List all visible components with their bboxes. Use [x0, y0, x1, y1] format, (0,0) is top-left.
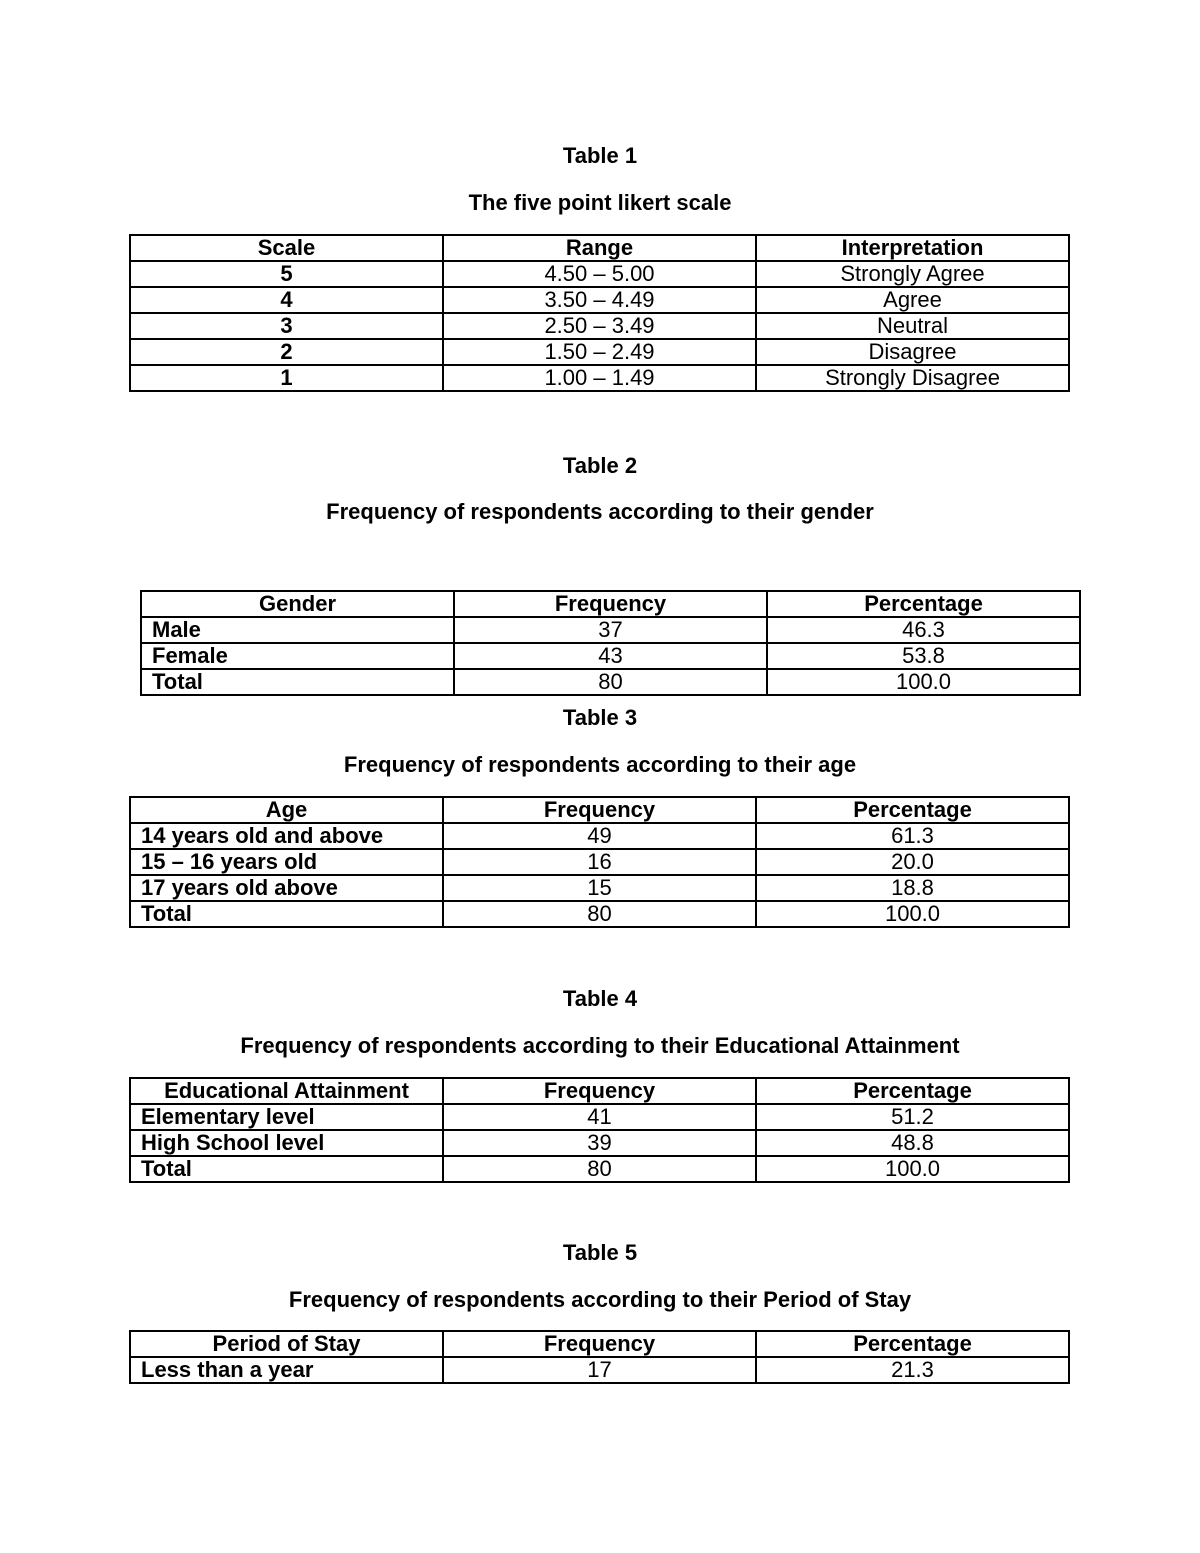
- table-row: [130, 313, 1069, 339]
- table5-label: Table 5: [562, 1240, 638, 1265]
- table-row: [130, 1156, 1069, 1182]
- table-header-row: [130, 235, 1069, 261]
- table4-label: Table 4: [562, 986, 638, 1011]
- table1-likert-scale: [129, 234, 1070, 392]
- table-header-row: [130, 797, 1069, 823]
- table-cell: 2.50 – 3.49: [443, 313, 756, 339]
- table-header-row: [130, 1331, 1069, 1357]
- table-cell: 14 years old and above: [130, 823, 443, 849]
- table-row: [130, 365, 1069, 391]
- table-row: [130, 1104, 1069, 1130]
- table3-label: Table 3: [562, 705, 638, 730]
- header-cell: Age: [130, 797, 443, 823]
- table-cell: Total: [130, 901, 443, 927]
- table-row: [141, 669, 1080, 695]
- table-cell: 1.00 – 1.49: [443, 365, 756, 391]
- header-cell: Scale: [130, 235, 443, 261]
- table-cell: 4.50 – 5.00: [443, 261, 756, 287]
- table-cell: 37: [454, 617, 767, 643]
- table-cell: 5: [130, 261, 443, 287]
- table-cell: Strongly Agree: [756, 261, 1069, 287]
- table4-title: Frequency of respondents according to their Educational Attainment: [240, 1033, 960, 1058]
- table-cell: 100.0: [756, 901, 1069, 927]
- header-cell: Educational Attainment: [130, 1078, 443, 1104]
- table1-title: The five point likert scale: [468, 190, 732, 215]
- table-row: [130, 823, 1069, 849]
- table3-age: [129, 796, 1070, 928]
- table2-gender: [140, 590, 1081, 696]
- table-cell: 15 – 16 years old: [130, 849, 443, 875]
- header-cell: Interpretation: [756, 235, 1069, 261]
- table-cell: 41: [443, 1104, 756, 1130]
- table-cell: 2: [130, 339, 443, 365]
- table-cell: 100.0: [756, 1156, 1069, 1182]
- table-row: [141, 617, 1080, 643]
- table2-title: Frequency of respondents according to their gender: [326, 499, 874, 524]
- table-cell: 1: [130, 365, 443, 391]
- table-cell: 80: [443, 1156, 756, 1182]
- table-cell: 43: [454, 643, 767, 669]
- header-cell: Frequency: [443, 1078, 756, 1104]
- table-cell: 61.3: [756, 823, 1069, 849]
- header-cell: Frequency: [443, 797, 756, 823]
- table5-period-of-stay: [129, 1330, 1070, 1384]
- table-cell: 51.2: [756, 1104, 1069, 1130]
- table-cell: 3: [130, 313, 443, 339]
- table-row: [130, 287, 1069, 313]
- table-cell: 80: [454, 669, 767, 695]
- table3-title: Frequency of respondents according to their age: [343, 752, 857, 777]
- table-header-row: [141, 591, 1080, 617]
- table-cell: 49: [443, 823, 756, 849]
- header-cell: Percentage: [756, 797, 1069, 823]
- header-cell: Period of Stay: [130, 1331, 443, 1357]
- header-cell: Percentage: [756, 1331, 1069, 1357]
- table-cell: Male: [141, 617, 454, 643]
- table-cell: 17 years old above: [130, 875, 443, 901]
- header-cell: Frequency: [443, 1331, 756, 1357]
- table-cell: 15: [443, 875, 756, 901]
- header-cell: Percentage: [756, 1078, 1069, 1104]
- table-cell: Total: [141, 669, 454, 695]
- table-cell: 18.8: [756, 875, 1069, 901]
- header-cell: Gender: [141, 591, 454, 617]
- table-cell: 100.0: [767, 669, 1080, 695]
- header-cell: Range: [443, 235, 756, 261]
- table-cell: Elementary level: [130, 1104, 443, 1130]
- table-cell: Strongly Disagree: [756, 365, 1069, 391]
- table-cell: Female: [141, 643, 454, 669]
- table-cell: Disagree: [756, 339, 1069, 365]
- table4-educational-attainment: [129, 1077, 1070, 1183]
- table-cell: 39: [443, 1130, 756, 1156]
- table-cell: 48.8: [756, 1130, 1069, 1156]
- table-cell: Less than a year: [130, 1357, 443, 1383]
- table-row: [141, 643, 1080, 669]
- table-row: [130, 1130, 1069, 1156]
- header-cell: Frequency: [454, 591, 767, 617]
- table-row: [130, 1357, 1069, 1383]
- table1-label: Table 1: [562, 143, 638, 168]
- table-cell: 17: [443, 1357, 756, 1383]
- table-cell: 1.50 – 2.49: [443, 339, 756, 365]
- table-row: [130, 849, 1069, 875]
- table-cell: 21.3: [756, 1357, 1069, 1383]
- table-header-row: [130, 1078, 1069, 1104]
- table5-title: Frequency of respondents according to their Period of Stay: [288, 1287, 912, 1312]
- table-row: [130, 339, 1069, 365]
- table-cell: 3.50 – 4.49: [443, 287, 756, 313]
- table-cell: 4: [130, 287, 443, 313]
- table2-label: Table 2: [562, 453, 638, 478]
- table-cell: 53.8: [767, 643, 1080, 669]
- table-cell: Agree: [756, 287, 1069, 313]
- table-cell: High School level: [130, 1130, 443, 1156]
- table-cell: Total: [130, 1156, 443, 1182]
- table-cell: Neutral: [756, 313, 1069, 339]
- table-cell: 80: [443, 901, 756, 927]
- table-cell: 46.3: [767, 617, 1080, 643]
- table-row: [130, 875, 1069, 901]
- table-cell: 20.0: [756, 849, 1069, 875]
- table-row: [130, 261, 1069, 287]
- header-cell: Percentage: [767, 591, 1080, 617]
- table-row: [130, 901, 1069, 927]
- table-cell: 16: [443, 849, 756, 875]
